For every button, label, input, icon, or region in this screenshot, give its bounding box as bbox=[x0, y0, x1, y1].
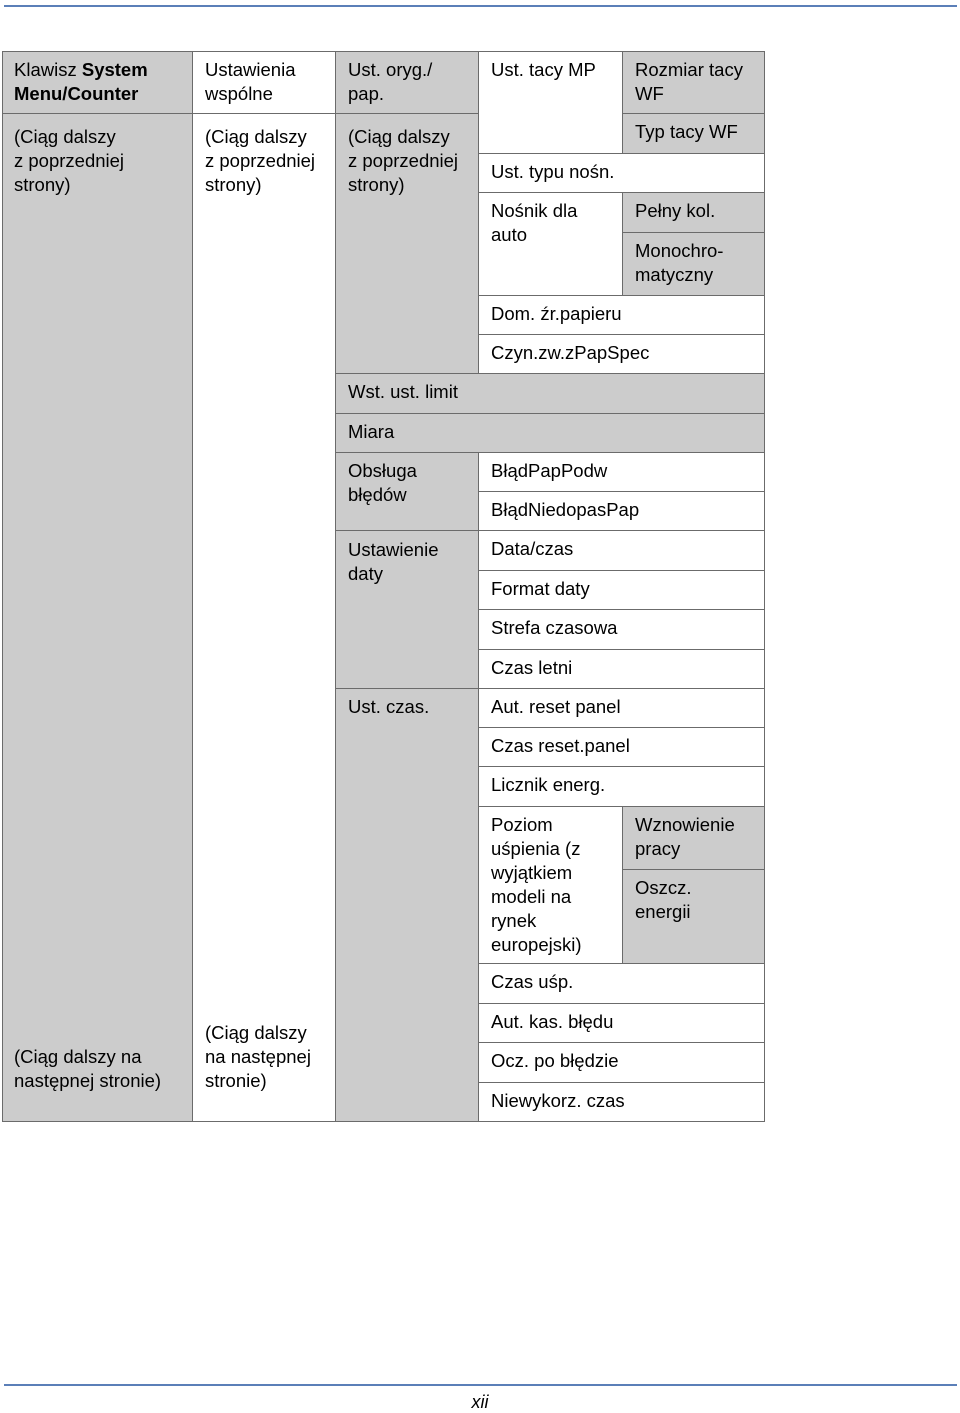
bottom-rule bbox=[4, 1384, 957, 1386]
dom-zr-papieru: Dom. źr.papieru bbox=[478, 295, 765, 335]
ust-czas: Ust. czas. bbox=[348, 696, 430, 717]
col2-panel bbox=[192, 51, 336, 1122]
czyn-zw-zpapspec: Czyn.zw.zPapSpec bbox=[478, 334, 765, 374]
data-czas: Data/czas bbox=[478, 530, 765, 571]
format-daty: Format daty bbox=[478, 570, 765, 610]
col1-header: Klawisz System Menu/Counter bbox=[14, 59, 148, 104]
aut-kas-bledu: Aut. kas. błędu bbox=[478, 1003, 765, 1043]
ust-czas-divider bbox=[335, 688, 479, 689]
oszcz-energii: Oszcz. energii bbox=[622, 869, 765, 964]
typ-tacy-wf: Typ tacy WF bbox=[622, 113, 765, 154]
aut-reset-panel: Aut. reset panel bbox=[478, 688, 765, 728]
czas-usp: Czas uśp. bbox=[478, 963, 765, 1004]
licznik-energ: Licznik energ. bbox=[478, 766, 765, 807]
strefa-czasowa: Strefa czasowa bbox=[478, 609, 765, 650]
top-rule bbox=[4, 5, 957, 7]
page-number: xii bbox=[471, 1392, 489, 1412]
czas-letni: Czas letni bbox=[478, 649, 765, 689]
ocz-po-bledzie: Ocz. po błędzie bbox=[478, 1042, 765, 1083]
monochromatyczny: Monochro- matyczny bbox=[622, 232, 765, 296]
ust-tacy-mp: Ust. tacy MP bbox=[478, 51, 623, 154]
col2-continued-from-previous: (Ciąg dalszy z poprzedniej strony) bbox=[205, 126, 316, 195]
col3-header: Ust. oryg./ pap. bbox=[348, 59, 433, 104]
poziom-uspienia: Poziom uśpienia (z wyjątkiem modeli na rynek europejski) bbox=[478, 806, 623, 964]
wznowienie-pracy: Wznowienie pracy bbox=[622, 806, 765, 870]
col2-header: Ustawienia wspólne bbox=[205, 59, 296, 104]
blad-niedopas-pap: BłądNiedopasPap bbox=[478, 491, 765, 531]
niewykorz-czas: Niewykorz. czas bbox=[478, 1082, 765, 1122]
wst-ust-limit: Wst. ust. limit bbox=[335, 373, 765, 414]
col3-continued-from-previous: (Ciąg dalszy z poprzedniej strony) bbox=[348, 126, 459, 195]
ust-typu-nosn: Ust. typu nośn. bbox=[478, 153, 765, 193]
col3-header-divider bbox=[335, 113, 479, 114]
col1-continued-on-next: (Ciąg dalszy na następnej stronie) bbox=[14, 1046, 162, 1091]
col1-header-divider bbox=[2, 113, 193, 114]
col1-panel bbox=[2, 51, 193, 1122]
czas-reset-panel: Czas reset.panel bbox=[478, 727, 765, 767]
ustawienie-daty: Ustawienie daty bbox=[348, 539, 439, 584]
miara: Miara bbox=[335, 413, 765, 453]
blad-pap-podw: BłądPapPodw bbox=[478, 452, 765, 492]
col2-header-divider bbox=[192, 113, 336, 114]
col2-continued-on-next: (Ciąg dalszy na następnej stronie) bbox=[205, 1022, 311, 1091]
obsluga-bledow: Obsługa błędów bbox=[348, 460, 417, 505]
nosnik-dla-auto: Nośnik dla auto bbox=[478, 192, 623, 296]
col1-continued-from-previous: (Ciąg dalszy z poprzedniej strony) bbox=[14, 126, 125, 195]
rozmiar-tacy-wf: Rozmiar tacy WF bbox=[622, 51, 765, 114]
obsluga-bledow-divider bbox=[335, 530, 479, 531]
pelny-kol: Pełny kol. bbox=[622, 192, 765, 233]
col3-panel bbox=[335, 51, 479, 1122]
